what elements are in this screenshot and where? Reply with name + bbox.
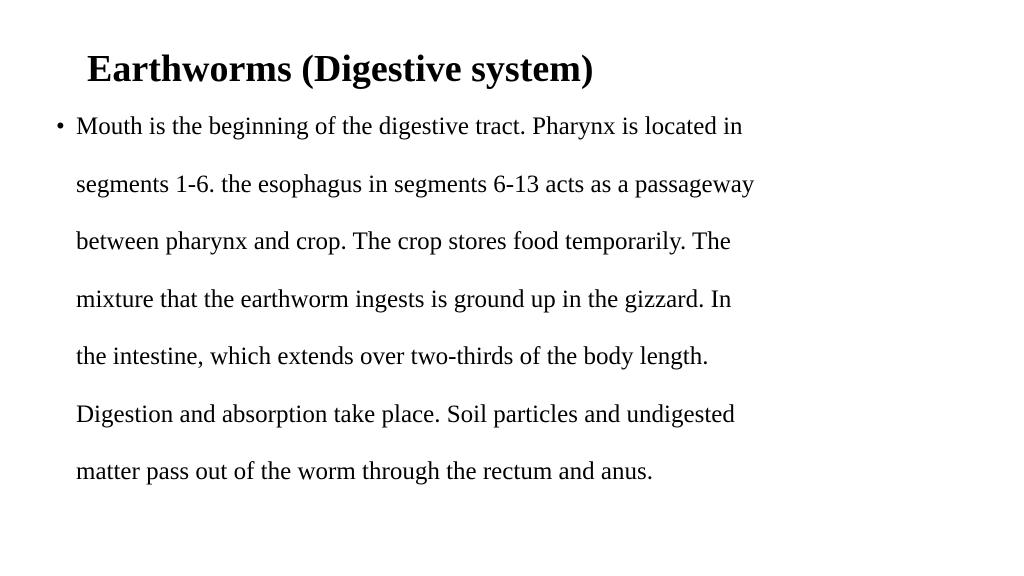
bullet-text-line: segments 1-6. the esophagus in segments 6-13 acts as a passageway (76, 170, 755, 198)
bullet-text-line: the intestine, which extends over two-thirds of the body length. (76, 343, 709, 370)
bullet-text-line: Digestion and absorption take place. Soil particles and undigested (76, 400, 735, 428)
bullet-text-line: between pharynx and crop. The crop stores food temporarily. The (76, 228, 731, 255)
slide-title: Earthworms (Digestive system) (87, 48, 594, 90)
bullet-text-line: mixture that the earthworm ingests is ground up in the gizzard. In (76, 285, 732, 313)
bullet-text-line: Mouth is the beginning of the digestive tract. Pharynx is located in (76, 113, 743, 140)
bullet-list (56, 98, 956, 501)
bullet-item (56, 98, 956, 501)
bullet-marker: • (56, 113, 65, 140)
bullet-text-line: matter pass out of the worm through the rectum and anus. (76, 458, 653, 485)
